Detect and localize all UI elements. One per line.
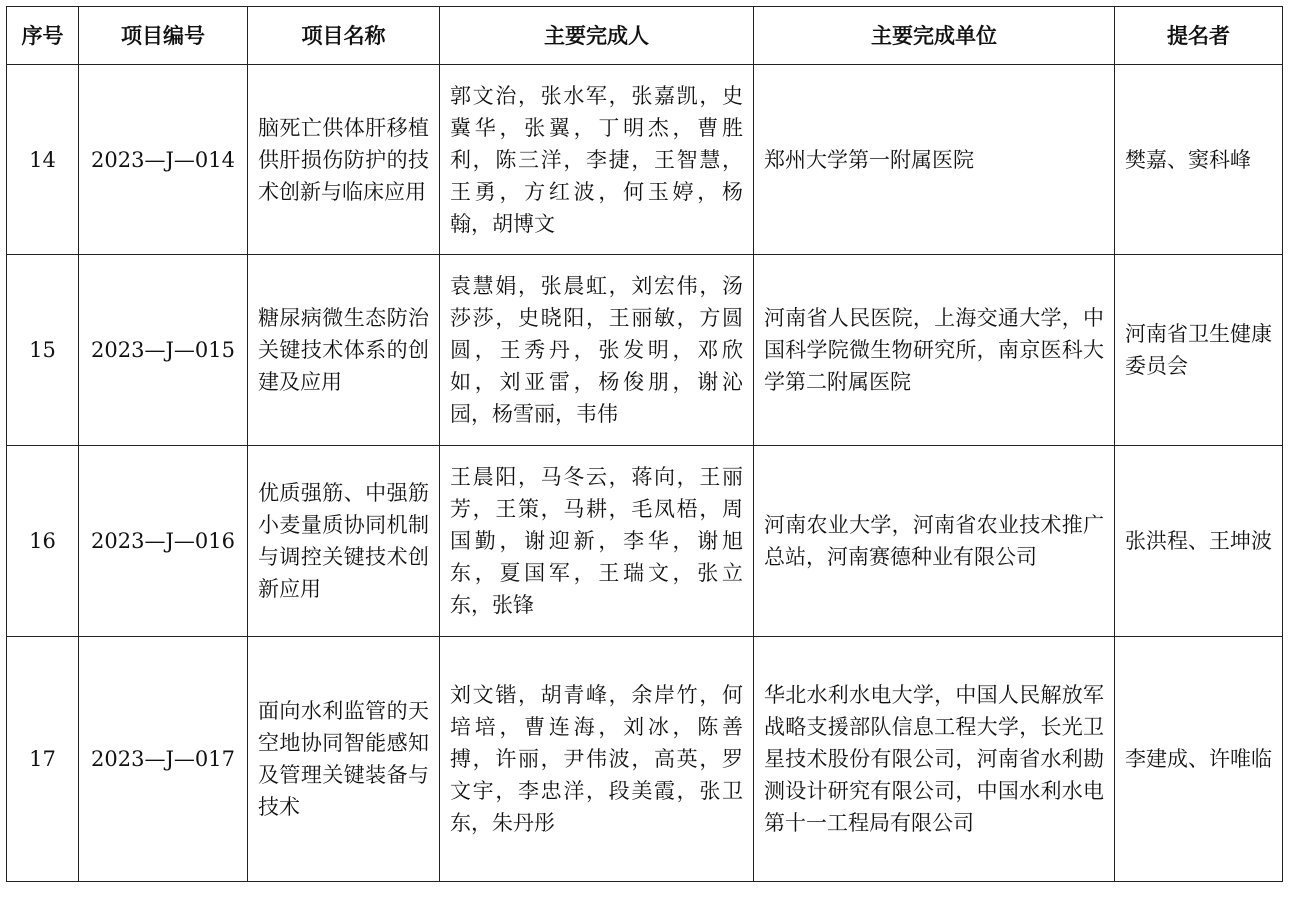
cell-main-people: 刘文锴，胡青峰，余岸竹，何培培，曹连海，刘冰，陈善搏，许丽，尹伟波，高英，罗文宇，李忠洋，段美霞，张卫东，朱丹彤 — [440, 637, 754, 882]
cell-main-units: 郑州大学第一附属医院 — [754, 65, 1115, 255]
header-seq: 序号 — [7, 7, 79, 65]
cell-main-units: 华北水利水电大学，中国人民解放军战略支援部队信息工程大学，长光卫星技术股份有限公司，河南省水利勘测设计研究有限公司，中国水利水电第十一工程局有限公司 — [754, 637, 1115, 882]
cell-main-units: 河南省人民医院，上海交通大学，中国科学院微生物研究所，南京医科大学第二附属医院 — [754, 255, 1115, 446]
table-row — [7, 637, 1283, 882]
header-project-no: 项目编号 — [79, 7, 248, 65]
header-nominator: 提名者 — [1115, 7, 1283, 65]
header-project-name: 项目名称 — [248, 7, 440, 65]
cell-seq: 15 — [7, 255, 79, 446]
cell-project-no: 2023—J—014 — [79, 65, 248, 255]
cell-main-people: 郭文治，张水军，张嘉凯，史冀华，张翼，丁明杰，曹胜利，陈三洋，李捷，王智慧，王勇，方红波，何玉婷，杨翰，胡博文 — [440, 65, 754, 255]
cell-main-units: 河南农业大学，河南省农业技术推广总站，河南赛德种业有限公司 — [754, 446, 1115, 637]
cell-nominator: 樊嘉、窦科峰 — [1115, 65, 1283, 255]
cell-seq: 17 — [7, 637, 79, 882]
table-row — [7, 255, 1283, 446]
cell-project-name: 糖尿病微生态防治关键技术体系的创建及应用 — [248, 255, 440, 446]
awards-table — [6, 6, 1283, 882]
cell-project-no: 2023—J—015 — [79, 255, 248, 446]
table-row — [7, 446, 1283, 637]
cell-nominator: 张洪程、王坤波 — [1115, 446, 1283, 637]
cell-main-people: 王晨阳，马冬云，蒋向，王丽芳，王策，马耕，毛凤梧，周国勤，谢迎新，李华，谢旭东，夏国军，王瑞文，张立东，张锋 — [440, 446, 754, 637]
cell-project-no: 2023—J—017 — [79, 637, 248, 882]
cell-nominator: 河南省卫生健康委员会 — [1115, 255, 1283, 446]
cell-project-no: 2023—J—016 — [79, 446, 248, 637]
header-main-units: 主要完成单位 — [754, 7, 1115, 65]
cell-seq: 16 — [7, 446, 79, 637]
cell-nominator: 李建成、许唯临 — [1115, 637, 1283, 882]
table-header-row — [7, 7, 1283, 65]
cell-project-name: 脑死亡供体肝移植供肝损伤防护的技术创新与临床应用 — [248, 65, 440, 255]
cell-seq: 14 — [7, 65, 79, 255]
cell-main-people: 袁慧娟，张晨虹，刘宏伟，汤莎莎，史晓阳，王丽敏，方圆圆，王秀丹，张发明，邓欣如，刘亚雷，杨俊朋，谢沁园，杨雪丽，韦伟 — [440, 255, 754, 446]
awards-table-page — [6, 6, 1283, 882]
header-main-people: 主要完成人 — [440, 7, 754, 65]
table-row — [7, 65, 1283, 255]
cell-project-name: 面向水利监管的天空地协同智能感知及管理关键装备与技术 — [248, 637, 440, 882]
cell-project-name: 优质强筋、中强筋小麦量质协同机制与调控关键技术创新应用 — [248, 446, 440, 637]
